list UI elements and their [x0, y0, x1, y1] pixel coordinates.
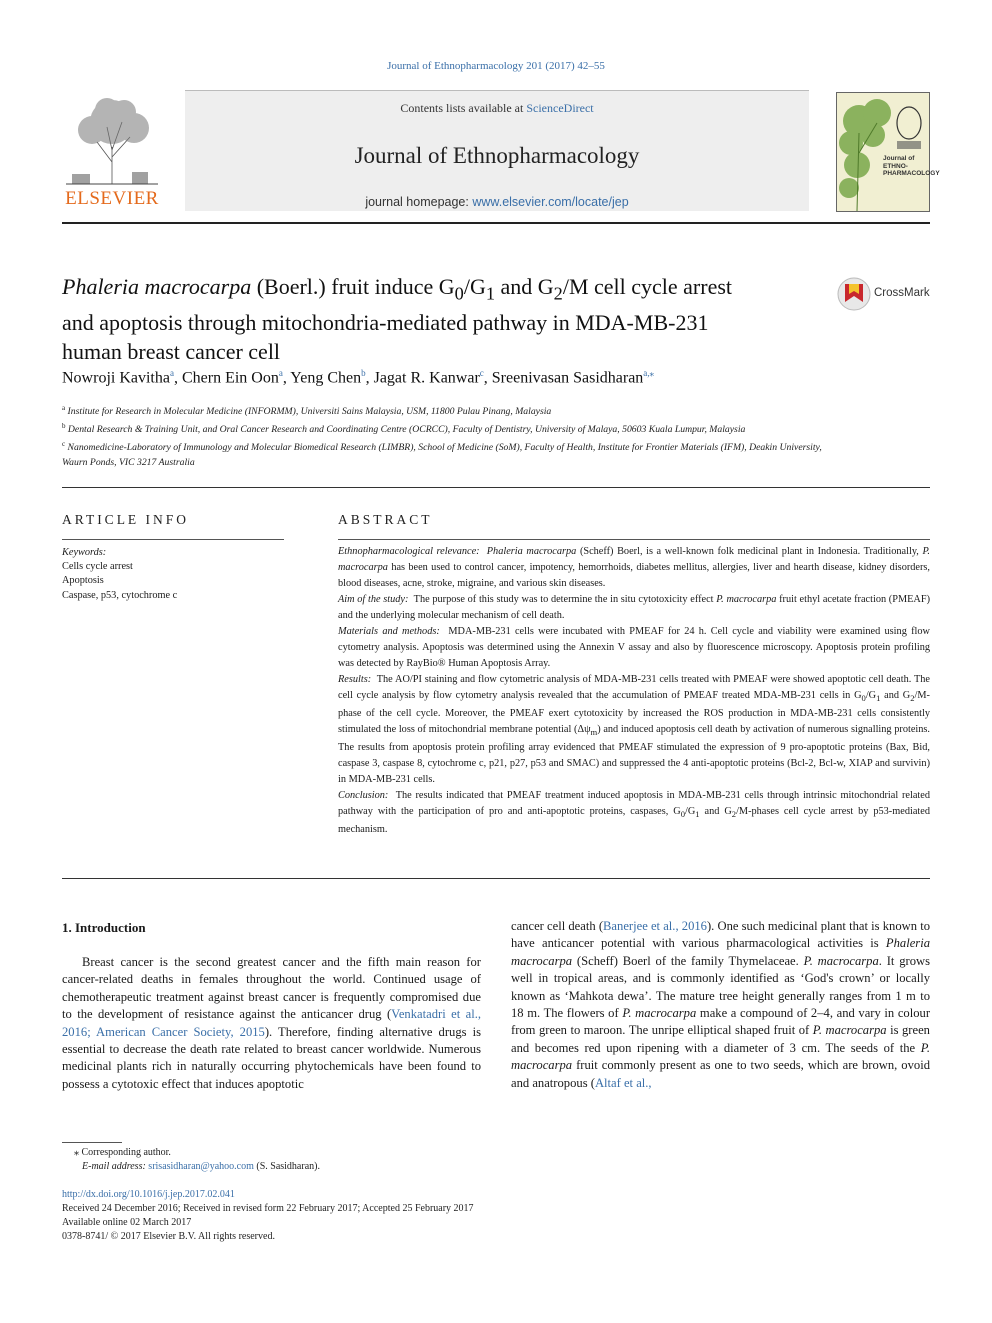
intro-paragraph [511, 918, 930, 1092]
abstract-text: /M-phases cell cycle arrest by p53-mediated mechanism. [338, 806, 930, 836]
species-name: Phaleria macrocarpa [511, 936, 930, 968]
author-affil-mark[interactable]: c [479, 368, 484, 378]
abstract-aim [338, 592, 930, 624]
keyword: Apoptosis [62, 575, 104, 587]
species-name: P. macrocarpa [803, 953, 879, 968]
keywords-block [62, 546, 284, 603]
cover-title-line-1: Journal of [883, 155, 915, 162]
title-sub: 0 [454, 283, 464, 304]
contents-line [185, 101, 809, 116]
species-name: P. macrocarpa [716, 594, 777, 605]
citation-link[interactable]: Altaf et al., [594, 1075, 652, 1090]
affiliation [62, 401, 822, 419]
abstract-text: The AO/PI staining and flow cytometric analysis of MDA-MB-231 cells treated with PMEAF were showed apoptotic cell death. The cell cycle analysis by flow cytometry analysis revealed that the accumulation of PMEAF treated MDA-MB-231 cells in G [338, 674, 930, 701]
article-info-rule [62, 539, 284, 540]
corresponding-note: ⁎ Corresponding author. [74, 1147, 171, 1158]
subscript: 2 [731, 809, 737, 820]
elsevier-logo[interactable] [62, 92, 162, 210]
body-text: . It grows well in tropical areas, and is commonly identified as ‘God's crown’ or locally known as ‘Mahkota dewa’. The mature tree height generally ranges from 1 m to 18 m. The flowers of [511, 953, 931, 1021]
received-dates: Received 24 December 2016; Received in revised form 22 February 2017; Accepted 25 February 2017 [62, 1203, 474, 1214]
crossmark-badge[interactable] [836, 276, 932, 312]
abstract-text: /G [865, 690, 877, 701]
title-part: and G [500, 274, 554, 299]
author-affil-mark[interactable]: a [278, 368, 283, 378]
affil-text: Institute for Research in Molecular Medicine (INFORMM), Universiti Sains Malaysia, USM, 11800 Pulau Pinang, Malaysia [67, 406, 552, 418]
keyword: Caspase, p53, cytochrome c [62, 589, 178, 601]
affiliations [62, 401, 822, 470]
abstract-label: Aim of the study: [338, 594, 409, 605]
email-label: E-mail address: [82, 1161, 146, 1172]
author-name[interactable]: Jagat R. Kanwar [373, 369, 480, 387]
abstract-text: The results indicated that PMEAF treatment induced apoptosis in MDA-MB-231 cells through intrinsic mitochondrial related pathway with the participation of pro and anti-apoptotic proteins, caspases, G [338, 790, 931, 818]
header-divider [62, 487, 930, 488]
author-list: Nowroji Kavitha$^a$, Chern Ein Oon$^a$, Yeng Chen$^b$, Jagat R. Kanwar$^c$, Sreenivasan Sasidharan$^{a,⁎}$ [62, 368, 655, 387]
abstract-text: fruit ethyl acetate fraction (PMEAF) and the underlying molecular mechanism of cell death. [338, 594, 931, 621]
journal-cover[interactable] [836, 92, 940, 212]
affil-mark: a [62, 404, 66, 412]
section-heading-introduction: 1. Introduction [62, 920, 146, 935]
affil-text: Dental Research & Training Unit, and Oral Cancer Research and Coordinating Centre (OCRCC), Faculty of Dentistry, University of Malaya, 50603 Kuala Lumpur, Malaysia [67, 424, 746, 436]
publisher-name: ELSEVIER [65, 188, 159, 209]
abstract-label: Ethnopharmacological relevance: [338, 546, 480, 557]
abstract-text: /M-phase of the cell cycle. Moreover, the PMEAF exert cytotoxicity by increased the ROS production in MDA-MB-231 cells consistently stimulated the loss of mitochondrial membrane potential (Δψ [338, 690, 930, 736]
article-info-heading: ARTICLE INFO [62, 512, 190, 527]
crossmark-label: CrossMark [874, 287, 930, 299]
journal-citation[interactable]: Journal of Ethnopharmacology 201 (2017) 42–55 [387, 60, 605, 72]
abstract-heading: ABSTRACT [338, 512, 433, 527]
abstract-text: /G [684, 806, 696, 818]
subscript: 2 [910, 693, 915, 704]
body-text: fruit commonly present as one to two seeds, which are brown, ovoid and anatropous ( [511, 1058, 930, 1090]
footnote-rule [62, 1142, 122, 1143]
body-text: ). Therefore, finding alternative drugs is essential to decrease the death rate related to breast cancer worldwide. Numerous medicinal plants rich in naturally occurring phytochemicals have been found to possess a cytotoxic effect that induces apoptotic [62, 1024, 481, 1091]
citation-link[interactable]: Banerjee et al., 2016 [603, 919, 707, 933]
abstract-text: MDA-MB-231 cells were incubated with PMEAF for 24 h. Cell cycle and viability were examined using flow cytometry analysis. Apoptosis was determined using the Annexin V assay and also by fluorescence microscopy. Apoptosis protein profiling was detected by RayBio® Human Apoptosis Array. [338, 626, 930, 669]
body-text: Breast cancer is the second greatest cancer and the fifth main reason for cancer-related deaths in females throughout the world. Continued usage of chemotherapeutic treatment against breast cancer is frequently compromised due to the development of resistance against the anticancer drug ( [62, 955, 481, 1022]
affil-mark: c [62, 440, 66, 449]
masthead-divider [62, 222, 930, 224]
abstract-text: and G [704, 806, 732, 818]
email-link[interactable]: srisasidharan@yahoo.com [148, 1161, 254, 1172]
body-text: (Scheff) Boerl of the family Thymelaceae. [576, 953, 799, 968]
title-part: /M cell cycle arrest [562, 274, 733, 299]
title-part: and apoptosis through mitochondria-mediated pathway in MDA-MB-231 [62, 310, 709, 336]
journal-title: Journal of Ethnopharmacology [354, 143, 640, 168]
masthead-banner [185, 90, 809, 211]
abstract-body [338, 544, 930, 838]
cover-title-line-2: ETHNO- [883, 162, 908, 170]
species-name: Phaleria macrocarpa [486, 546, 577, 557]
affil-mark: b [62, 422, 66, 431]
available-online: Available online 02 March 2017 [62, 1217, 192, 1228]
affiliation [62, 419, 822, 437]
author-affil-mark[interactable]: b [361, 368, 366, 378]
keyword: Cells cycle arrest [62, 561, 133, 573]
species-name: P. macrocarpa [622, 1006, 697, 1021]
abstract-relevance [338, 544, 930, 592]
affiliation [62, 437, 822, 469]
subscript: 0 [680, 809, 685, 820]
intro-paragraph [62, 954, 481, 1093]
email-note [62, 1160, 662, 1174]
abstract-label: Materials and methods: [338, 626, 440, 637]
intro-left-column [62, 954, 481, 1093]
species-name: P. macrocarpa [338, 546, 931, 573]
email-suffix: (S. Sasidharan). [256, 1161, 320, 1172]
author-affil-mark[interactable]: a,⁎ [643, 368, 655, 378]
author-affil-mark[interactable]: a [169, 368, 174, 378]
copyright: 0378-8741/ © 2017 Elsevier B.V. All rights reserved. [62, 1231, 275, 1242]
abstract-label: Conclusion: [338, 790, 389, 802]
abstract-text: (Scheff) Boerl, is a well-known folk medicinal plant in Indonesia. Traditionally, [579, 546, 919, 557]
title-part: (Boerl.) fruit induce G [256, 274, 455, 299]
homepage-prefix: journal homepage: [365, 195, 469, 209]
body-text: make a compound of 2–4, and vary in colour from green to maroon. The unripe elliptical shaped fruit of [511, 1006, 931, 1038]
masthead [62, 90, 940, 212]
abstract-text: ) and induced apoptosis cell death by activation of numerous signalling proteins. The results from apoptosis protein profiling array evidenced that PMEAF stimulated the expression of 9 pro-apoptotic proteins (Bax, Bid, caspase 3, caspase 8, cytochrome c, p21, p27, p53 and SMAC) and suppressed the 4 anti-apoptotic proteins (Bcl-2, Bcl-w, XIAP and survivin) in MDA-MB-231 cells. [338, 724, 931, 786]
homepage-link[interactable]: www.elsevier.com/locate/jep [472, 195, 629, 209]
subscript: m [590, 727, 598, 738]
crossmark-icon [836, 276, 872, 312]
abstract-text: has been used to control cancer, impotency, hemorrhoids, diabetes mellitus, allergies, liver and hearth disease, kidney disorders, blood diseases, acne, stroke, migraine, and various skin diseases. [338, 562, 930, 589]
species-name: P. macrocarpa [812, 1023, 887, 1038]
title-sub: 1 [485, 283, 495, 304]
author-name[interactable]: Chern Ein Oon [181, 369, 279, 387]
body-text: ). One such medicinal plant that is known to have anticancer potential with various pharmacological activities is [511, 919, 931, 951]
author-name[interactable]: Yeng Chen [290, 369, 362, 387]
abstract-divider [62, 878, 930, 879]
cover-image-icon [837, 93, 929, 211]
footnotes [62, 1146, 662, 1174]
abstract-results [338, 672, 930, 788]
species-name: P. macrocarpa [511, 1040, 931, 1073]
affil-text: Nanomedicine-Laboratory of Immunology and Molecular Biomedical Research (LIMBR), School of Medicine (SoM), Faculty of Health, Institute for Frontier Materials (IFM), Deakin University, Waurn Ponds, VIC 3217 Australia [62, 442, 822, 468]
title-part: human breast cancer cell [62, 339, 281, 365]
body-text: cancer cell death ( [511, 919, 604, 933]
abstract-text: The purpose of this study was to determine the in situ cytotoxicity effect [413, 594, 714, 605]
elsevier-tree-icon [62, 92, 162, 188]
intro-right-column [511, 918, 930, 1092]
abstract-methods [338, 624, 930, 672]
body-text: is green and becomes red upon ripening with a diameter of 3 cm. The seeds of the [511, 1023, 930, 1055]
author-name[interactable]: Sreenivasan Sasidharan [491, 369, 644, 387]
abstract-text: and G [884, 690, 911, 701]
journal-homepage [185, 195, 809, 209]
article-meta [62, 1188, 662, 1244]
abstract-label: Results: [338, 674, 372, 685]
sciencedirect-link[interactable]: ScienceDirect [526, 101, 594, 115]
doi-link[interactable]: http://dx.doi.org/10.1016/j.jep.2017.02.041 [62, 1189, 235, 1200]
author-name[interactable]: Nowroji Kavitha [62, 369, 170, 387]
subscript: 0 [861, 693, 866, 704]
abstract-conclusion [338, 788, 930, 838]
citation-link[interactable]: Venkatadri et al., 2016; American Cancer Society, 2015 [62, 1007, 481, 1039]
title-species: Phaleria macrocarpa [62, 274, 252, 299]
keywords-label: Keywords: [62, 547, 107, 558]
title-part: /G [463, 274, 486, 299]
subscript: 1 [876, 693, 881, 704]
cover-title-line-3: PHARMACOLOGY [883, 170, 940, 177]
subscript: 1 [695, 809, 700, 820]
title-sub: 2 [553, 283, 563, 304]
abstract-rule [338, 539, 930, 540]
article-title [62, 272, 832, 366]
contents-prefix: Contents lists available at [400, 101, 524, 115]
